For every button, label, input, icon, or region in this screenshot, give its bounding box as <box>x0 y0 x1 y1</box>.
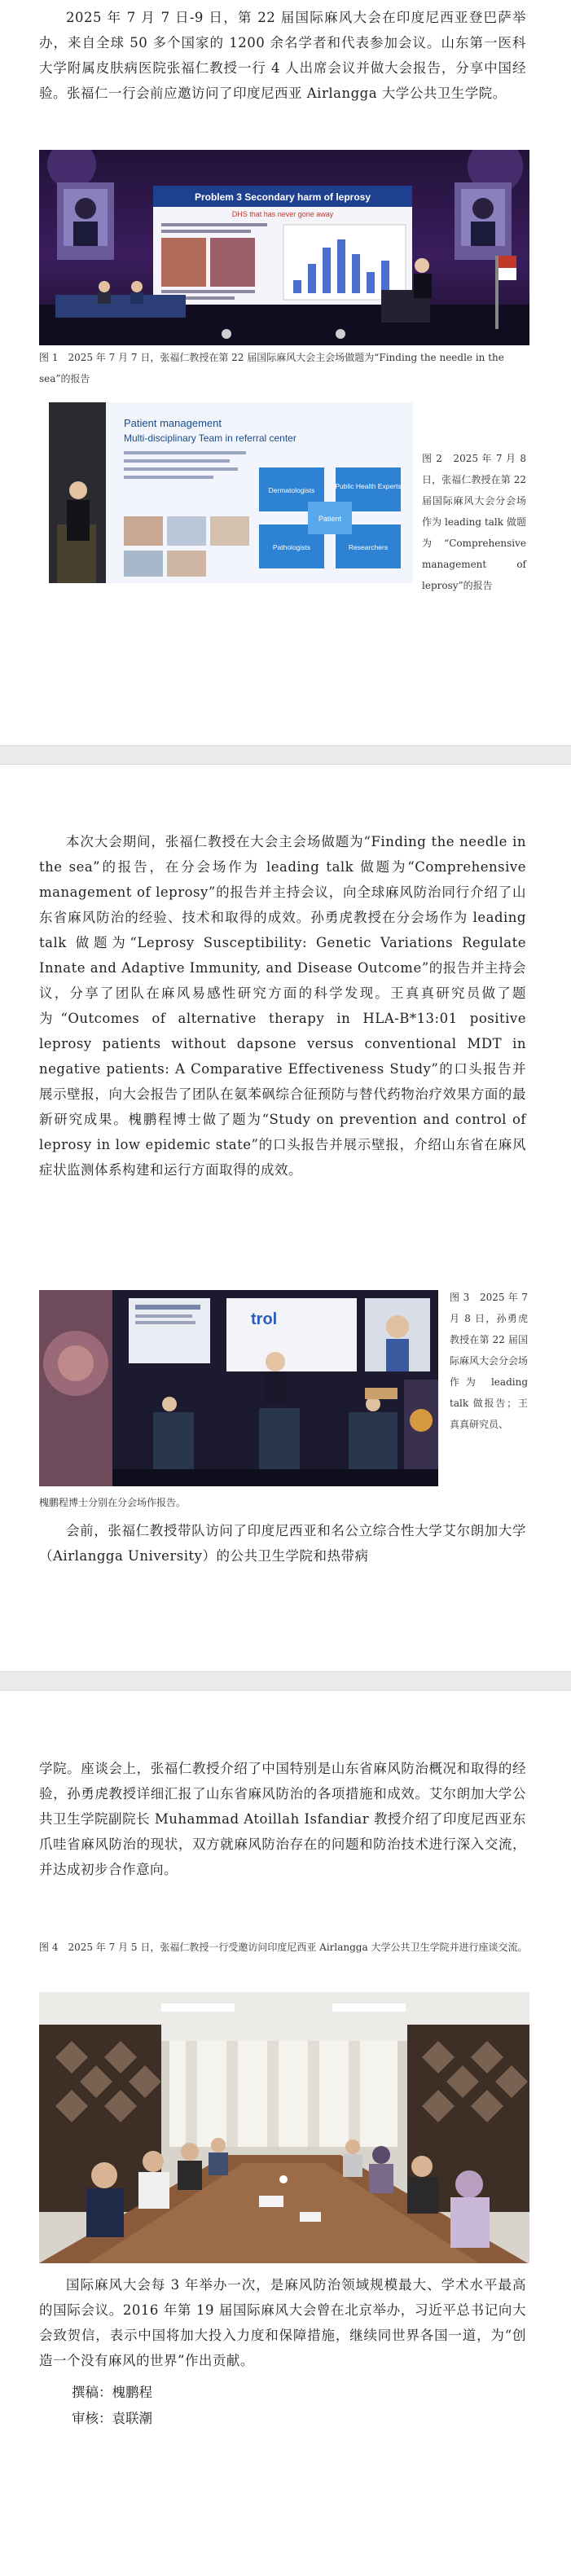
figure-3-photo <box>39 1290 438 1486</box>
figure-3-screen-text: trol <box>251 1310 278 1328</box>
visit-paragraph-start: 会前，张福仁教授带队访问了印度尼西亚和名公立综合性大学艾尔朗加大学（Airlangga University）的公共卫生学院和热带病 <box>39 1523 526 1564</box>
figure-2-slide-subtitle: Multi-disciplinary Team in referral center <box>124 432 296 444</box>
page-separator-2 <box>0 1671 571 1691</box>
figure-1-caption: 图 1 2025 年 7 月 7 日，张福仁教授在第 22 届国际麻风大会主会场做题为“Finding the needle in the sea”的报告 <box>39 352 504 384</box>
box-researchers: Researchers <box>348 543 389 551</box>
figure-2-caption: 图 2 2025 年 7 月 8 日，张福仁教授在第 22 届国际麻风大会分会场作为 leading talk 做题为“Comprehensive management of leprosy”的报告 <box>422 453 526 591</box>
intro-paragraph: 2025 年 7 月 7 日-9 日，第 22 届国际麻风大会在印度尼西亚登巴萨举办，来自全球 50 多个国家的 1200 余名学者和代表参加会议。山东第一医科大学附属皮肤病医院张福仁教授一行 4 人出席会议并做大会报告，分享中国经验。张福仁一行会前应邀访问了印度尼西亚 Airlangga 大学公共卫生学院。 <box>39 10 526 101</box>
page-separator <box>0 745 571 765</box>
box-patient: Patient <box>318 515 342 523</box>
figure-2-slide-title: Patient management <box>124 417 222 429</box>
box-dermatologists: Dermatologists <box>268 486 315 494</box>
figure-1-slide-subtitle: DHS that has never gone away <box>231 210 334 218</box>
figure-2-photo <box>49 402 413 583</box>
figure-4-photo <box>39 1992 529 2263</box>
reports-paragraph: 本次大会期间，张福仁教授在大会主会场做题为“Finding the needle in the sea”的报告，在分会场作为 leading talk 做题为“Comprehensive management of leprosy”的报告并主持会议，向全球麻风防治同行介绍了山东省麻风防治的经验、技术和取得的成效。孙勇虎教授在分会场作为 leading talk 做题为“Leprosy Susceptibility: Genetic Variations Regulate Innate and Adaptive Immunity, and Disease Outcome”的报告并主持会议，分享了团队在麻风易感性研究方面的科学发现。王真真研究员做了题为“Outcomes of alternative therapy in HLA-B*13:01 positive leprosy patients without dapsone versus conventional MDT in negative patients: A Comparative Effectiveness Study”的口头报告并展示壁报，向大会报告了团队在氨苯砜综合征预防与替代药物治疗效果方面的最新研究成果。槐鹏程博士做了题为“Study on prevention and control of leprosy in low epidemic state”的口头报告并展示壁报，介绍山东省在麻风症状监测体系构建和运行方面取得的成效。 <box>39 834 526 1178</box>
figure-1-photo <box>39 150 529 345</box>
author-line: 撰稿：槐鹏程 <box>72 2385 152 2400</box>
figure-1-slide-title: Problem 3 Secondary harm of leprosy <box>194 191 371 203</box>
figure-4-caption: 图 4 2025 年 7 月 5 日，张福仁教授一行受邀访问印度尼西亚 Airlangga 大学公共卫生学院并进行座谈交流。 <box>39 1942 528 1953</box>
reviewer-line: 审核：袁联潮 <box>72 2411 152 2426</box>
figure-3-caption-bottom: 槐鹏程博士分别在分会场作报告。 <box>39 1497 187 1508</box>
figure-3-caption-side: 图 3 2025 年 7 月 8 日，孙勇虎教授在第 22 届国际麻风大会分会场作为 leading talk 做报告；王真真研究员、 <box>450 1292 529 1430</box>
closing-paragraph: 国际麻风大会每 3 年举办一次，是麻风防治领域规模最大、学术水平最高的国际会议。2016 年第 19 届国际麻风大会曾在北京举办，习近平总书记向大会致贺信，表示中国将加大投入力度和保障措施，继续同世界各国一道，为“创造一个没有麻风的世界”作出贡献。 <box>39 2277 526 2368</box>
box-public-health: Public Health Experts <box>335 482 402 490</box>
visit-paragraph-continued: 学院。座谈会上，张福仁教授介绍了中国特别是山东省麻风防治概况和取得的经验，孙勇虎教授详细汇报了山东省麻风防治的各项措施和成效。艾尔朗加大学公共卫生学院副院长 Muhammad Atoillah Isfandiar 教授介绍了印度尼西亚东爪哇省麻风防治的现状，双方就麻风防治存在的问题和防治技术进行深入交流，并达成初步合作意向。 <box>39 1761 526 1877</box>
box-pathologists: Pathologists <box>272 543 311 551</box>
